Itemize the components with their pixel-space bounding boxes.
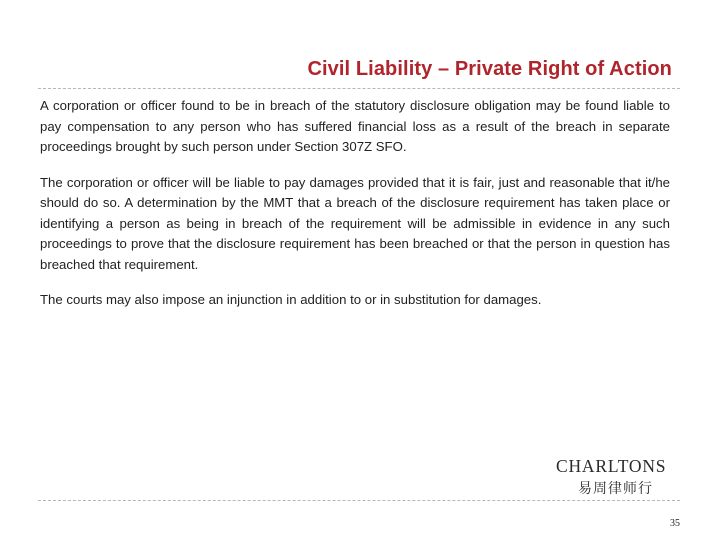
logo-name: CHARLTONS [556,456,667,476]
title-divider [38,88,680,89]
logo-chinese-name: 易周律师行 [578,481,653,497]
paragraph-injunction: The courts may also impose an injunction in addition to or in substitution for damages. [40,292,542,307]
footer-divider [38,500,680,501]
paragraph-damages: The corporation or officer will be liable to pay damages provided that it is fair, just and reasonable that it/he should do so. A determination by the MMT that a breach of the disclosure requirement has taken place or identifying a person as being in breach of the requirement will be admissible in evidence in any such proceedings to prove that the disclosure requirement has been breached or that the person in question has breached that requirement. [40,174,670,272]
paragraph-compensation: A corporation or officer found to be in breach of the statutory disclosure obligation may be found liable to pay compensation to any person who has suffered financial loss as a result of the breach in separate proceedings brought by such person under Section 307Z SFO. [40,98,670,154]
page-number: 35 [670,518,680,529]
charltons-logo [556,456,682,498]
slide-title: Civil Liability – Private Right of Action [307,58,672,80]
body-text [40,96,670,326]
